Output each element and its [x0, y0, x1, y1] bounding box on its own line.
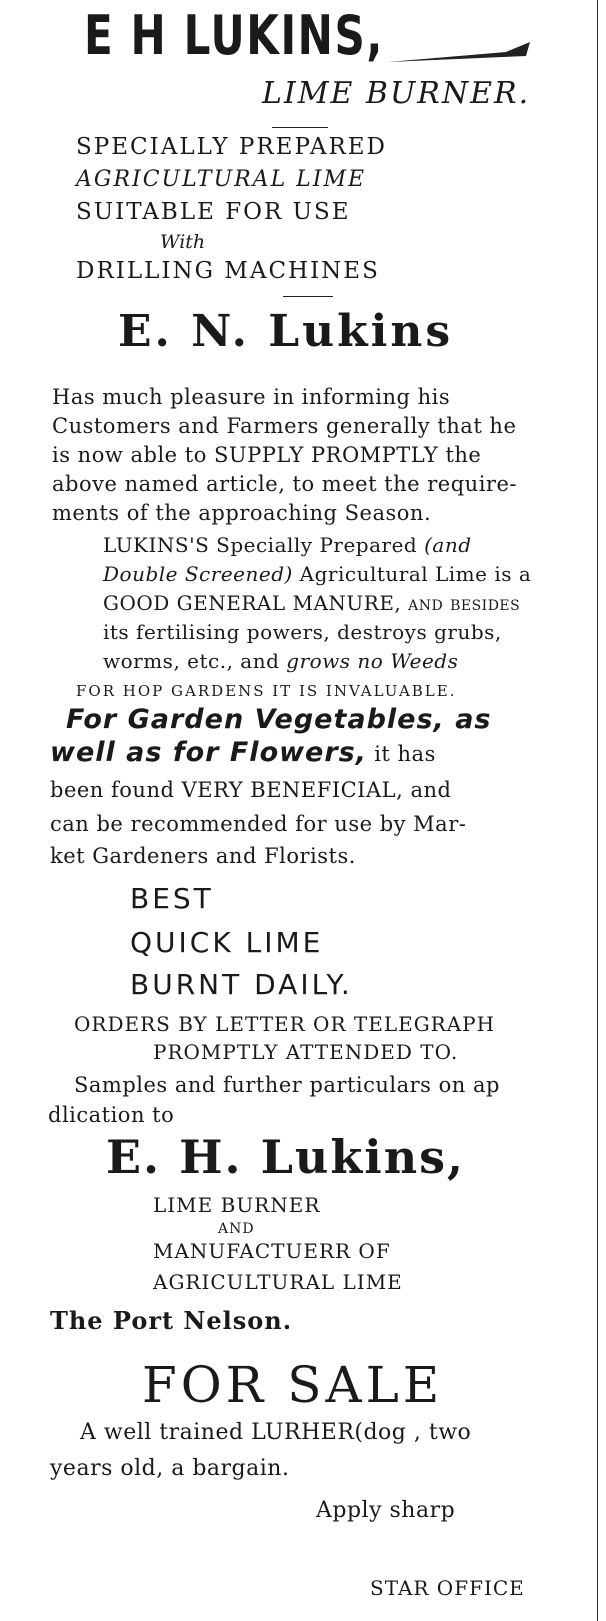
garden-line-2: well as for Flowers, it has: [50, 737, 436, 768]
intro-line-3: SUITABLE FOR USE: [76, 199, 351, 225]
column-rule: [597, 0, 598, 1621]
for-sale-heading: FOR SALE: [142, 1356, 444, 1414]
garden-line-1: For Garden Vegetables, as: [66, 704, 492, 735]
gothic-business-name: E. N. Lukins: [118, 306, 454, 357]
garden-line-4: can be recommended for use by Mar-: [50, 812, 467, 836]
intro-line-2: AGRICULTURAL LIME: [76, 167, 367, 192]
para2-line-4: its fertilising powers, destroys grubs,: [103, 620, 502, 644]
para2-line-3: GOOD GENERAL MANURE, and besides: [103, 591, 521, 615]
footer-location: The Port Nelson.: [50, 1306, 293, 1335]
orders-line-2: PROMPTLY ATTENDED TO.: [153, 1040, 459, 1064]
footer-title-line-1: LIME BURNER: [153, 1193, 321, 1217]
header-name: E H LUKINS,: [84, 4, 384, 67]
quick-line-3: BURNT DAILY.: [130, 968, 353, 1001]
garden-line-3: been found VERY BENEFICIAL, and: [50, 778, 452, 802]
para2-line-1: LUKINS'S Specially Prepared (and: [103, 533, 472, 557]
sale-line-2: years old, a bargain.: [50, 1456, 290, 1481]
para1-line-3: is now able to SUPPLY PROMPTLY the: [52, 443, 482, 467]
intro-line-5: DRILLING MACHINES: [76, 258, 380, 284]
para2-line-5: worms, etc., and grows no Weeds: [103, 649, 459, 673]
footer-title-line-4: AGRICULTURAL LIME: [153, 1270, 403, 1294]
sale-line-3: Apply sharp: [316, 1498, 456, 1523]
decorative-swash: [386, 38, 532, 66]
footer-business-name: E. H. Lukins,: [106, 1130, 466, 1184]
para1-line-5: ments of the approaching Season.: [52, 501, 432, 525]
hop-gardens-line: FOR HOP GARDENS IT IS INVALUABLE.: [76, 682, 457, 700]
divider: [272, 127, 328, 128]
sale-line-1: A well trained LURHER(dog , two: [80, 1420, 472, 1445]
samples-line-1: Samples and further particulars on ap: [74, 1073, 500, 1097]
para2-line-2: Double Screened) Agricultural Lime is a: [103, 562, 532, 586]
intro-line-1: SPECIALLY PREPARED: [76, 134, 387, 160]
footer-title-line-2: AND: [218, 1221, 255, 1237]
footer-title-line-3: MANUFACTUERR OF: [153, 1239, 391, 1263]
para1-line-4: above named article, to meet the require-: [52, 472, 517, 496]
divider: [283, 296, 333, 297]
sale-line-4: STAR OFFICE: [370, 1576, 525, 1600]
samples-line-2: dlication to: [48, 1103, 175, 1127]
intro-line-4: With: [160, 231, 206, 253]
quick-line-2: QUICK LIME: [130, 926, 324, 959]
quick-line-1: BEST: [130, 882, 214, 915]
orders-line-1: ORDERS BY LETTER OR TELEGRAPH: [74, 1012, 496, 1036]
para1-line-2: Customers and Farmers generally that he: [52, 414, 517, 438]
para1-line-1: Has much pleasure in informing his: [52, 385, 451, 409]
garden-line-5: ket Gardeners and Florists.: [50, 844, 356, 868]
header-title: LIME BURNER.: [262, 76, 531, 111]
